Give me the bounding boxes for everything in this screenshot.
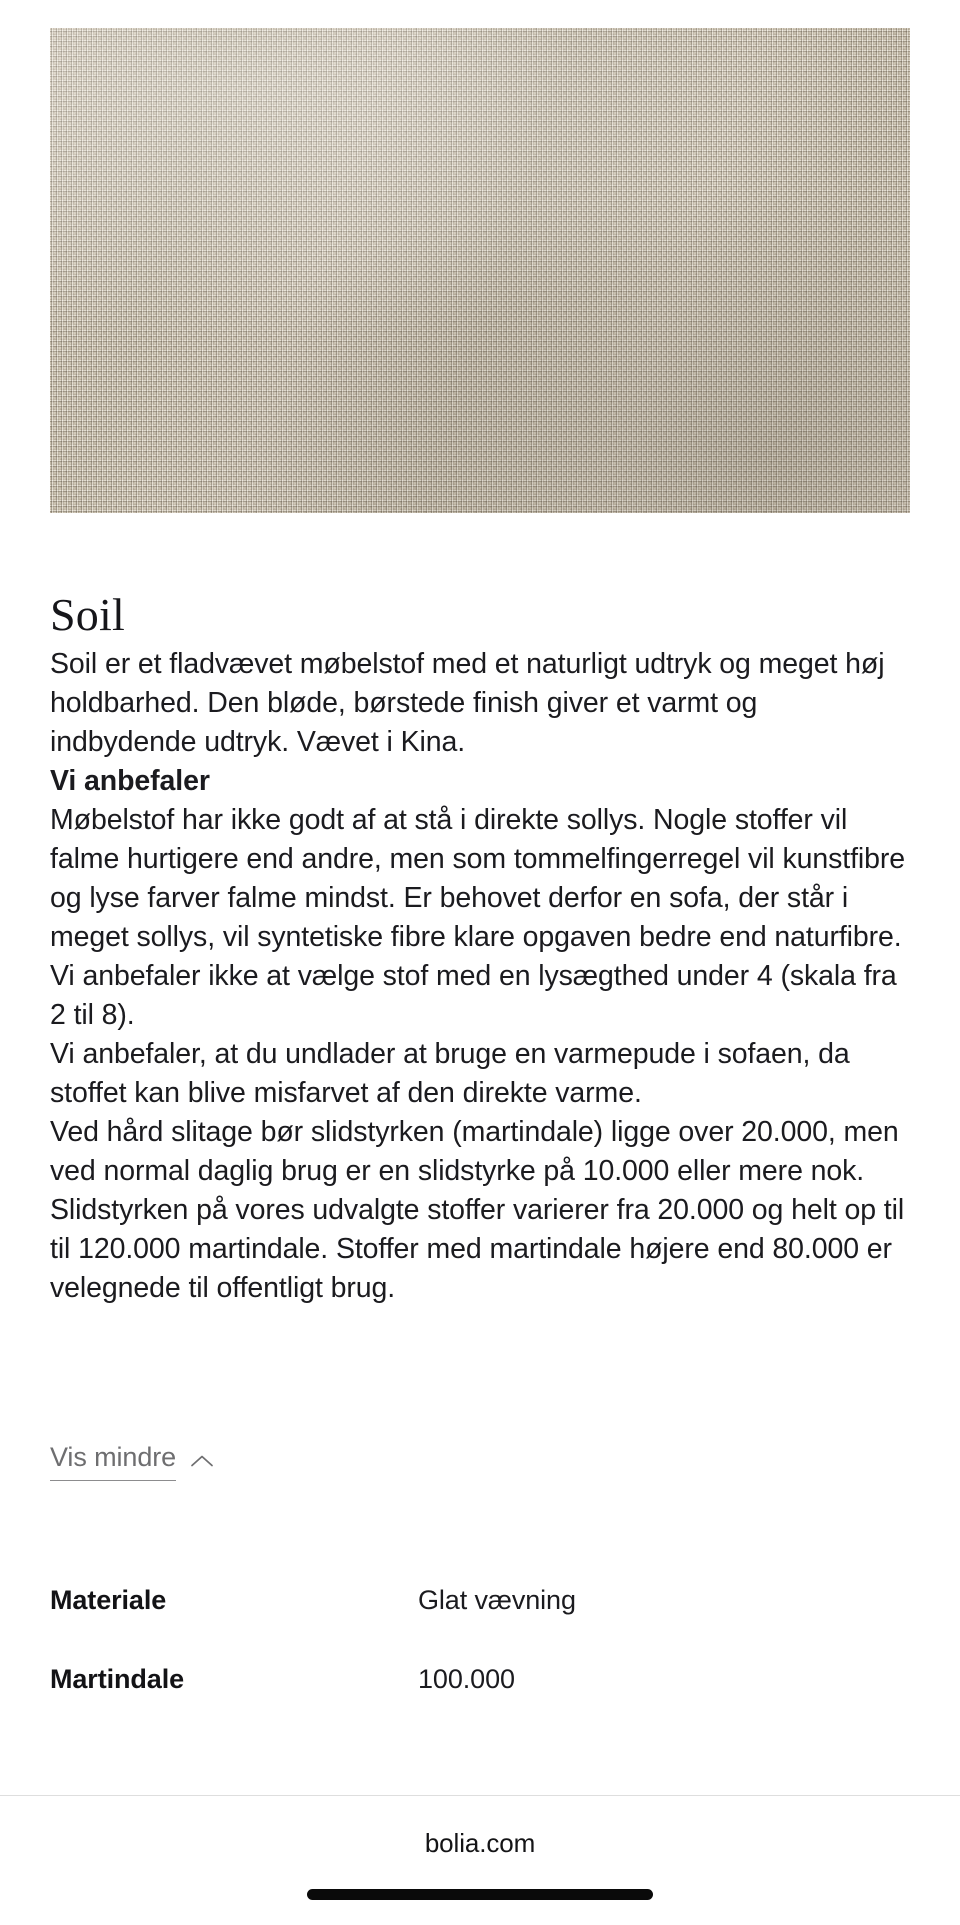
- description-subheading: Vi anbefaler: [50, 765, 210, 797]
- show-less-label: Vis mindre: [50, 1444, 176, 1481]
- table-row: [50, 1664, 910, 1743]
- page-title: Soil: [50, 588, 125, 640]
- browser-footer-bar: [0, 1796, 960, 1925]
- spec-key-martindale: Martindale: [50, 1664, 185, 1694]
- current-domain-label[interactable]: bolia.com: [424, 1828, 536, 1858]
- product-description: [50, 645, 914, 1308]
- spec-key-materiale: Materiale: [50, 1585, 167, 1615]
- table-row: [50, 1585, 910, 1664]
- description-paragraph-2: Vi anbefaler, at du undlader at bruge en varmepude i sofaen, da stoffet kan blive misfarvet af den direkte varme.: [50, 1038, 850, 1109]
- spec-value-martindale: 100.000: [418, 1664, 515, 1694]
- spec-value-materiale: Glat vævning: [418, 1585, 576, 1615]
- product-swatch-image: [50, 28, 910, 513]
- description-paragraph-3: Ved hård slitage bør slidstyrken (martindale) ligge over 20.000, men ved normal daglig brug er en slidstyrke på 10.000 eller mere nok. Slidstyrken på vores udvalgte stoffer varierer fra 20.000 og helt op til til 120.000 martindale. Stoffer med martindale højere end 80.000 er velegnede til offentligt brug.: [50, 1116, 905, 1304]
- show-less-toggle[interactable]: [50, 1444, 214, 1481]
- chevron-up-icon: [190, 1454, 214, 1468]
- home-indicator[interactable]: [307, 1889, 653, 1900]
- description-lead-paragraph: Soil er et fladvævet møbelstof med et naturligt udtryk og meget høj holdbarhed. Den bløde, børstede finish giver et varmt og indbydende udtryk. Vævet i Kina.: [50, 648, 885, 758]
- fabric-shading-overlay: [50, 28, 910, 513]
- specifications-table: [50, 1585, 910, 1743]
- description-paragraph-1: Møbelstof har ikke godt af at stå i direkte sollys. Nogle stoffer vil falme hurtigere end andre, men som tommelfingerregel vil kunstfibre og lyse farver falme mindst. Er behovet derfor en sofa, der står i meget sollys, vil syntetiske fibre klare opgaven bedre end naturfibre. Vi anbefaler ikke at vælge stof med en lysægthed under 4 (skala fra 2 til 8).: [50, 804, 906, 1031]
